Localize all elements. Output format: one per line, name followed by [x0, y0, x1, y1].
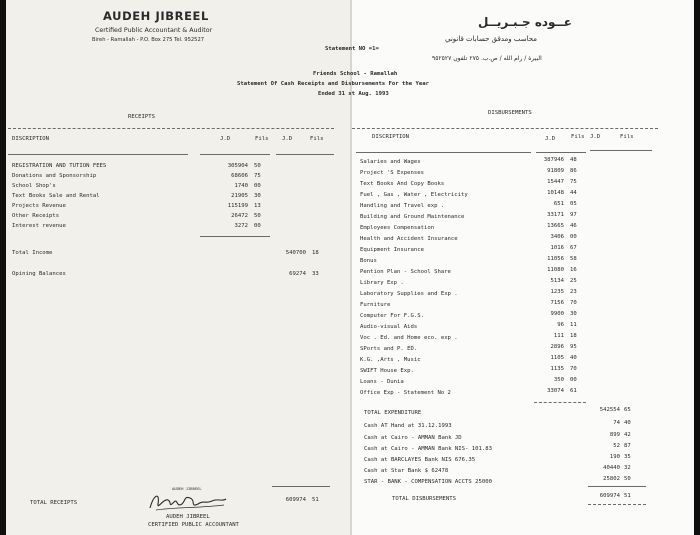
disbursement-jd: 96 — [557, 322, 564, 328]
opening-balance-label: Opining Balances — [12, 271, 66, 277]
cash-description: Cash AT Hand at 31.12.1993 — [364, 423, 452, 429]
total-expenditure-jd: 542554 — [599, 407, 620, 413]
disbursement-description: Health and Accident Insurance — [360, 236, 458, 242]
disbursement-fils: 58 — [570, 256, 577, 262]
receipts-top-rule — [8, 128, 334, 129]
disbursements-col-fils2: Fils — [620, 134, 634, 140]
disbursement-fils: 70 — [570, 366, 577, 372]
disbursement-description: Library Exp . — [360, 280, 404, 286]
disbursement-description: Voc . Ed. and Home eco. exp . — [360, 335, 458, 341]
cash-description: Cash at Cairo - AMMAN Bank JD — [364, 435, 462, 441]
disbursement-description: Loans - Dunia — [360, 379, 404, 385]
disbursements-subtotal-rule — [534, 402, 586, 403]
letterhead-name: AUDEH JIBREEL — [103, 9, 209, 23]
receipt-fils: 75 — [254, 173, 261, 179]
disbursement-description: Audio-visual Aids — [360, 324, 418, 330]
statement-number: Statement NO =1= — [325, 46, 379, 52]
disbursement-jd: 10148 — [547, 190, 564, 196]
total-income-label: Total Income — [12, 250, 53, 256]
disbursement-description: Employees Compensation — [360, 225, 435, 231]
receipt-fils: 30 — [254, 193, 261, 199]
receipt-description: REGISTRATION AND TUTION FEES — [12, 163, 107, 169]
receipts-subtotal-rule — [200, 236, 270, 237]
total-expenditure-label: TOTAL EXPENDITURE — [364, 410, 422, 416]
cash-jd: 899 — [609, 432, 620, 438]
receipt-fils: 00 — [254, 183, 261, 189]
disbursement-jd: 33074 — [547, 388, 564, 394]
right-scan-edge — [694, 0, 700, 535]
statement-period: Ended 31 st Aug. 1993 — [318, 91, 389, 97]
receipt-description: Interest revenue — [12, 223, 66, 229]
disbursements-top-rule — [352, 128, 658, 129]
total-disbursements-fils: 51 — [624, 493, 631, 499]
receipt-fils: 13 — [254, 203, 261, 209]
cash-fils: 35 — [624, 454, 631, 460]
receipt-jd: 21905 — [231, 193, 248, 199]
disbursements-grand-total-rule — [588, 486, 646, 487]
letterhead-arabic-address: البيرة / رام الله / ص.ب. ٢٧٥ تلفون ٩٥٢٥٢٧ — [432, 55, 542, 62]
cash-description: Cash at BARCLAYES Bank NIS 676.35 — [364, 457, 476, 463]
total-receipts-jd: 609974 — [285, 497, 306, 503]
receipt-fils: 50 — [254, 213, 261, 219]
disbursement-description: Furniture — [360, 302, 391, 308]
left-scan-edge — [0, 0, 6, 535]
receipts-col-fils2: Fils — [310, 136, 324, 142]
disbursement-fils: 11 — [570, 322, 577, 328]
receipt-description: School Shop's — [12, 183, 56, 189]
disbursement-description: Building and Ground Maintenance — [360, 214, 465, 220]
cash-jd: 52 — [613, 443, 620, 449]
disbursement-description: K.G. ,Arts , Music — [360, 357, 421, 363]
disbursement-description: Project 'S Expenses — [360, 170, 424, 176]
cash-fils: 32 — [624, 465, 631, 471]
receipt-description: Projects Revenue — [12, 203, 66, 209]
disbursement-jd: 2896 — [550, 344, 564, 350]
receipt-description: Other Receipts — [12, 213, 60, 219]
disbursement-jd: 11080 — [547, 267, 564, 273]
disbursement-jd: 13665 — [547, 223, 564, 229]
disbursement-jd: 387946 — [543, 157, 564, 163]
disbursement-description: Salaries and Wages — [360, 159, 421, 165]
disbursement-fils: 44 — [570, 190, 577, 196]
receipts-section-title: RECEIPTS — [128, 114, 155, 120]
disbursement-fils: 30 — [570, 311, 577, 317]
total-disbursements-label: TOTAL DISBURSEMENTS — [392, 496, 456, 502]
disbursement-description: Office Exp - Statement No 2 — [360, 390, 451, 396]
disbursement-description: Bonus — [360, 258, 377, 264]
receipts-col-jd2: J.D — [282, 136, 293, 142]
disbursement-fils: 48 — [570, 157, 577, 163]
disbursement-description: Equipment Insurance — [360, 247, 424, 253]
receipt-description: Donations and Sponsorship — [12, 173, 97, 179]
cash-fils: 87 — [624, 443, 631, 449]
total-disbursements-jd: 609974 — [599, 493, 620, 499]
disbursement-fils: 97 — [570, 212, 577, 218]
disbursement-description: Handling and Travel exp . — [360, 203, 445, 209]
receipt-jd: 1740 — [234, 183, 248, 189]
disbursement-jd: 350 — [553, 377, 564, 383]
disbursements-col-description: DISCRIPTION — [372, 134, 410, 140]
cash-jd: 74 — [613, 420, 620, 426]
cash-fils: 40 — [624, 420, 631, 426]
disbursement-fils: 86 — [570, 168, 577, 174]
total-receipts-label: TOTAL RECEIPTS — [30, 500, 78, 506]
cash-fils: 50 — [624, 476, 631, 482]
total-income-jd: 540700 — [285, 250, 306, 256]
cash-fils: 42 — [624, 432, 631, 438]
disbursement-fils: 16 — [570, 267, 577, 273]
receipts-total-rule — [276, 154, 334, 155]
disbursement-jd: 15447 — [547, 179, 564, 185]
signer-title: CERTIFIED PUBLIC ACCOUNTANT — [148, 522, 239, 528]
total-income-fils: 18 — [312, 250, 319, 256]
disbursement-fils: 61 — [570, 388, 577, 394]
receipts-jd-rule — [200, 154, 270, 155]
letterhead-address: Bireh - Ramallah - P.O. Box 275 Tel. 952527 — [92, 37, 205, 43]
letterhead-arabic-name: عــوده جـبـريــل — [478, 15, 572, 29]
disbursement-jd: 11056 — [547, 256, 564, 262]
total-receipts-fils: 51 — [312, 497, 319, 503]
disbursement-fils: 00 — [570, 234, 577, 240]
cash-description: STAR - BANK - COMPENSATION ACCTS 25000 — [364, 479, 492, 485]
disbursements-col-fils: Fils — [571, 134, 585, 140]
disbursement-description: SPorts and P. ED. — [360, 346, 418, 352]
signature-image — [146, 490, 230, 514]
receipt-jd: 305904 — [227, 163, 248, 169]
disbursement-jd: 33171 — [547, 212, 564, 218]
disbursement-jd: 1235 — [550, 289, 564, 295]
receipt-jd: 3272 — [234, 223, 248, 229]
letterhead-arabic-title: محاسب ومدقق حسابات قانوني — [445, 35, 538, 43]
disbursement-description: Text Books And Copy Books — [360, 181, 445, 187]
disbursement-jd: 9900 — [550, 311, 564, 317]
disbursements-final-rule — [588, 504, 646, 505]
disbursement-jd: 1105 — [550, 355, 564, 361]
opening-balance-jd: 69274 — [289, 271, 306, 277]
letterhead-title: Certified Public Accountant & Auditor — [95, 27, 213, 34]
total-expenditure-fils: 65 — [624, 407, 631, 413]
signature-caption: AUDEH JIBREEL — [172, 486, 202, 491]
disbursement-jd: 1135 — [550, 366, 564, 372]
receipt-description: Text Books Sale and Rental — [12, 193, 100, 199]
receipt-fils: 00 — [254, 223, 261, 229]
disbursement-jd: 651 — [553, 201, 564, 207]
disbursements-section-title: DISBURSEMENTS — [488, 110, 532, 116]
disbursement-fils: 00 — [570, 377, 577, 383]
disbursements-jd-rule — [536, 152, 586, 153]
cash-description: Cash at Star Bank $ 62478 — [364, 468, 449, 474]
statement-title: Statement Of Cash Receipts and Disbursements For the Year — [237, 81, 429, 87]
disbursements-col-jd: J.D — [545, 136, 556, 142]
disbursement-fils: 40 — [570, 355, 577, 361]
disbursements-col-jd2: J.D — [590, 134, 601, 140]
disbursement-fils: 67 — [570, 245, 577, 251]
disbursement-fils: 70 — [570, 300, 577, 306]
disbursements-total-rule — [590, 150, 652, 151]
receipt-jd: 68606 — [231, 173, 248, 179]
cash-description: Cash at Cairo - AMMAN Bank NIS- 101.83 — [364, 446, 492, 452]
cash-jd: 25802 — [603, 476, 620, 482]
disbursement-fils: 75 — [570, 179, 577, 185]
cash-jd: 40440 — [603, 465, 620, 471]
organization-name: Friends School - Ramallah — [313, 71, 398, 77]
disbursement-jd: 5134 — [550, 278, 564, 284]
receipts-col-description: DISCRIPTION — [12, 136, 50, 142]
receipts-col-jd: J.D — [220, 136, 231, 142]
disbursement-fils: 25 — [570, 278, 577, 284]
disbursement-fils: 18 — [570, 333, 577, 339]
disbursement-description: Laboratory Supplies and Exp . — [360, 291, 458, 297]
disbursement-description: Pention Plan - School Share — [360, 269, 451, 275]
disbursement-jd: 3406 — [550, 234, 564, 240]
disbursement-jd: 91809 — [547, 168, 564, 174]
cash-jd: 190 — [609, 454, 620, 460]
signer-name: AUDEH JIBREEL — [166, 514, 210, 520]
disbursement-description: Computer For F.G.S. — [360, 313, 424, 319]
disbursements-desc-rule — [356, 152, 531, 153]
receipts-desc-rule — [8, 154, 188, 155]
receipt-jd: 26472 — [231, 213, 248, 219]
disbursement-fils: 23 — [570, 289, 577, 295]
receipt-jd: 115199 — [227, 203, 248, 209]
receipts-col-fils: Fils — [255, 136, 269, 142]
disbursement-fils: 46 — [570, 223, 577, 229]
disbursement-jd: 111 — [553, 333, 564, 339]
receipt-fils: 50 — [254, 163, 261, 169]
disbursement-jd: 7156 — [550, 300, 564, 306]
receipts-grand-total-rule — [272, 486, 330, 487]
disbursement-description: Fuel , Gas , Water , Electricity — [360, 192, 468, 198]
disbursement-description: SWIFT House Exp. — [360, 368, 414, 374]
disbursement-jd: 1016 — [550, 245, 564, 251]
disbursement-fils: 95 — [570, 344, 577, 350]
disbursement-fils: 05 — [570, 201, 577, 207]
opening-balance-fils: 33 — [312, 271, 319, 277]
